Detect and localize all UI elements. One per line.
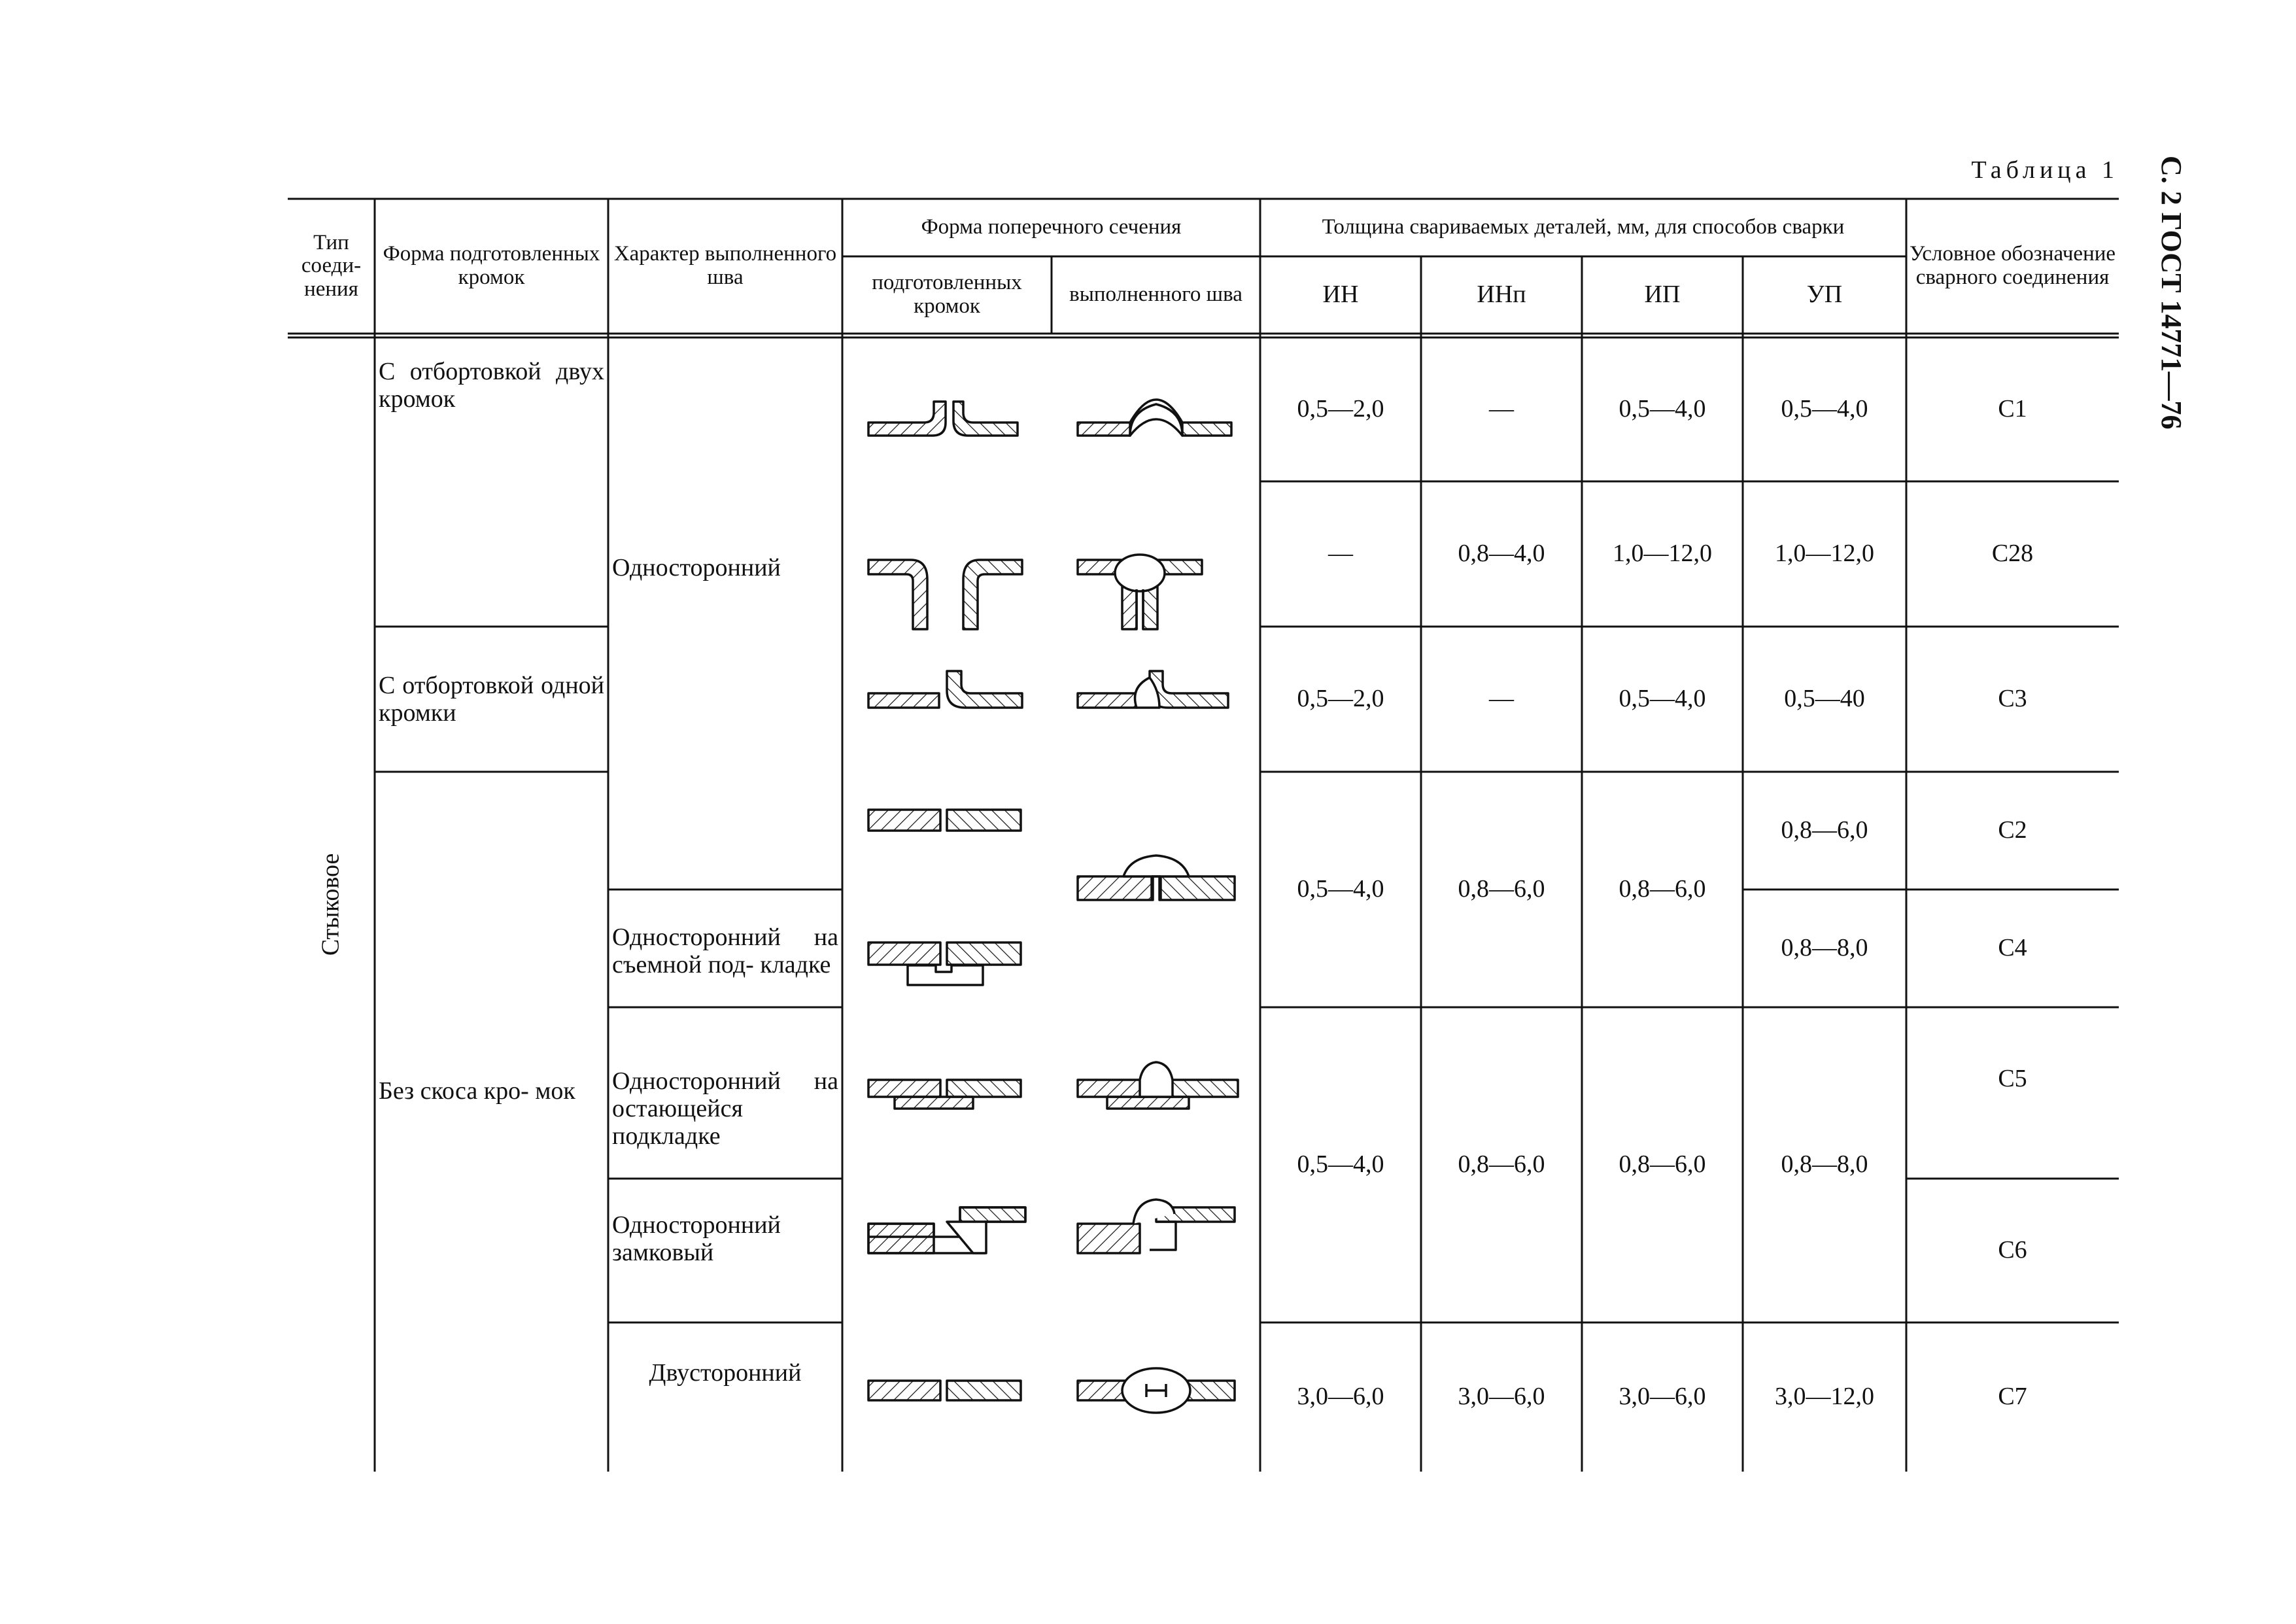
c28-code: С28	[1991, 540, 2034, 568]
sketch-c2-prepared	[868, 810, 1021, 831]
table-caption: Таблица 1	[1971, 156, 2119, 184]
sketch-c3-prepared	[868, 671, 1022, 708]
sketch-c4-prepared	[868, 942, 1021, 985]
c3-code: С3	[1998, 685, 2027, 713]
sketch-c7-prepared	[868, 1381, 1021, 1400]
c5-c6-inp: 0,8—6,0	[1458, 1150, 1545, 1179]
c5-c6-in: 0,5—4,0	[1297, 1150, 1384, 1179]
c6-code: С6	[1998, 1236, 2027, 1264]
sketch-c5-finished	[1078, 1062, 1238, 1109]
sketch-c7-finished	[1078, 1368, 1235, 1413]
weld-one-sided-removable-backing: Односторонний на съемной под- кладке	[612, 924, 838, 978]
header-prepared-edges: подготовленных кромок	[872, 271, 1022, 318]
edge-form-two-flanged: С отбортовкой двух кромок	[379, 358, 604, 413]
c28-inp: 0,8—4,0	[1458, 540, 1545, 568]
c3-ip: 0,5—4,0	[1619, 685, 1706, 713]
c28-ip: 1,0—12,0	[1613, 540, 1712, 568]
joint-type-label: Стыковое	[317, 853, 345, 956]
header-method-in: ИН	[1322, 281, 1359, 309]
header-cross-section: Форма поперечного сечения	[921, 215, 1182, 239]
weld-one-sided: Односторонний	[612, 554, 781, 581]
c4-code: С4	[1998, 934, 2027, 962]
c2-c4-inp: 0,8—6,0	[1458, 875, 1545, 903]
header-finished-weld: выполненного шва	[1069, 283, 1242, 307]
sketch-c28-finished	[1078, 555, 1202, 629]
c1-ip: 0,5—4,0	[1619, 395, 1706, 423]
weld-one-sided-lock: Односторонний замковый	[612, 1211, 781, 1266]
sketch-c2-c4-finished	[1078, 855, 1235, 900]
header-thickness: Толщина свариваемых деталей, мм, для способов сварки	[1322, 215, 1845, 239]
weld-one-sided-permanent-backing: Односторонний на остающейся подкладке	[612, 1067, 838, 1150]
c1-inp: —	[1489, 395, 1514, 423]
sketch-c6-finished	[1078, 1200, 1235, 1253]
c1-code: С1	[1998, 395, 2027, 423]
header-method-inp: ИНп	[1477, 281, 1526, 309]
c5-code: С5	[1998, 1065, 2027, 1093]
joint-type-cell	[288, 337, 375, 1472]
c28-in: —	[1328, 540, 1353, 568]
c7-inp: 3,0—6,0	[1458, 1383, 1545, 1411]
c7-up: 3,0—12,0	[1775, 1383, 1874, 1411]
sketch-c6-prepared	[868, 1207, 1025, 1253]
header-method-ip: ИП	[1644, 281, 1681, 309]
cross-section-sketches	[842, 337, 1260, 1472]
c3-in: 0,5—2,0	[1297, 685, 1384, 713]
c7-in: 3,0—6,0	[1297, 1383, 1384, 1411]
welding-joints-table	[288, 196, 2119, 1472]
c3-inp: —	[1489, 685, 1514, 713]
edge-form-one-flanged: С отбортовкой одной кромки	[379, 672, 604, 727]
header-edge-form: Форма подготовленных кромок	[383, 242, 600, 289]
edge-form-no-bevel: Без скоса кро- мок	[379, 1077, 575, 1105]
c2-code: С2	[1998, 816, 2027, 844]
c4-up: 0,8—8,0	[1781, 934, 1868, 962]
c3-up: 0,5—40	[1784, 685, 1865, 713]
sketch-c3-finished	[1078, 671, 1228, 708]
c2-up: 0,8—6,0	[1781, 816, 1868, 844]
sketch-c1-prepared	[868, 402, 1018, 436]
c7-code: С7	[1998, 1383, 2027, 1411]
c5-c6-ip: 0,8—6,0	[1619, 1150, 1706, 1179]
c2-c4-in: 0,5—4,0	[1297, 875, 1384, 903]
header-joint-type: Тип соеди- нения	[301, 230, 362, 301]
standard-number: С. 2 ГОСТ 14771—76	[2155, 156, 2187, 430]
header-method-up: УП	[1806, 281, 1843, 309]
weld-two-sided: Двусторонний	[649, 1359, 802, 1387]
c1-up: 0,5—4,0	[1781, 395, 1868, 423]
c2-c4-ip: 0,8—6,0	[1619, 875, 1706, 903]
sketch-c1-finished	[1078, 400, 1231, 436]
c1-in: 0,5—2,0	[1297, 395, 1384, 423]
c7-ip: 3,0—6,0	[1619, 1383, 1706, 1411]
page-running-header	[2119, 156, 2230, 548]
header-designation: Условное обозначение сварного соединения	[1909, 242, 2116, 289]
header-weld-character: Характер выполненного шва	[613, 242, 837, 289]
c5-c6-up: 0,8—8,0	[1781, 1150, 1868, 1179]
sketch-c5-prepared	[868, 1080, 1021, 1109]
sketch-c28-prepared	[868, 560, 1022, 629]
c28-up: 1,0—12,0	[1775, 540, 1874, 568]
